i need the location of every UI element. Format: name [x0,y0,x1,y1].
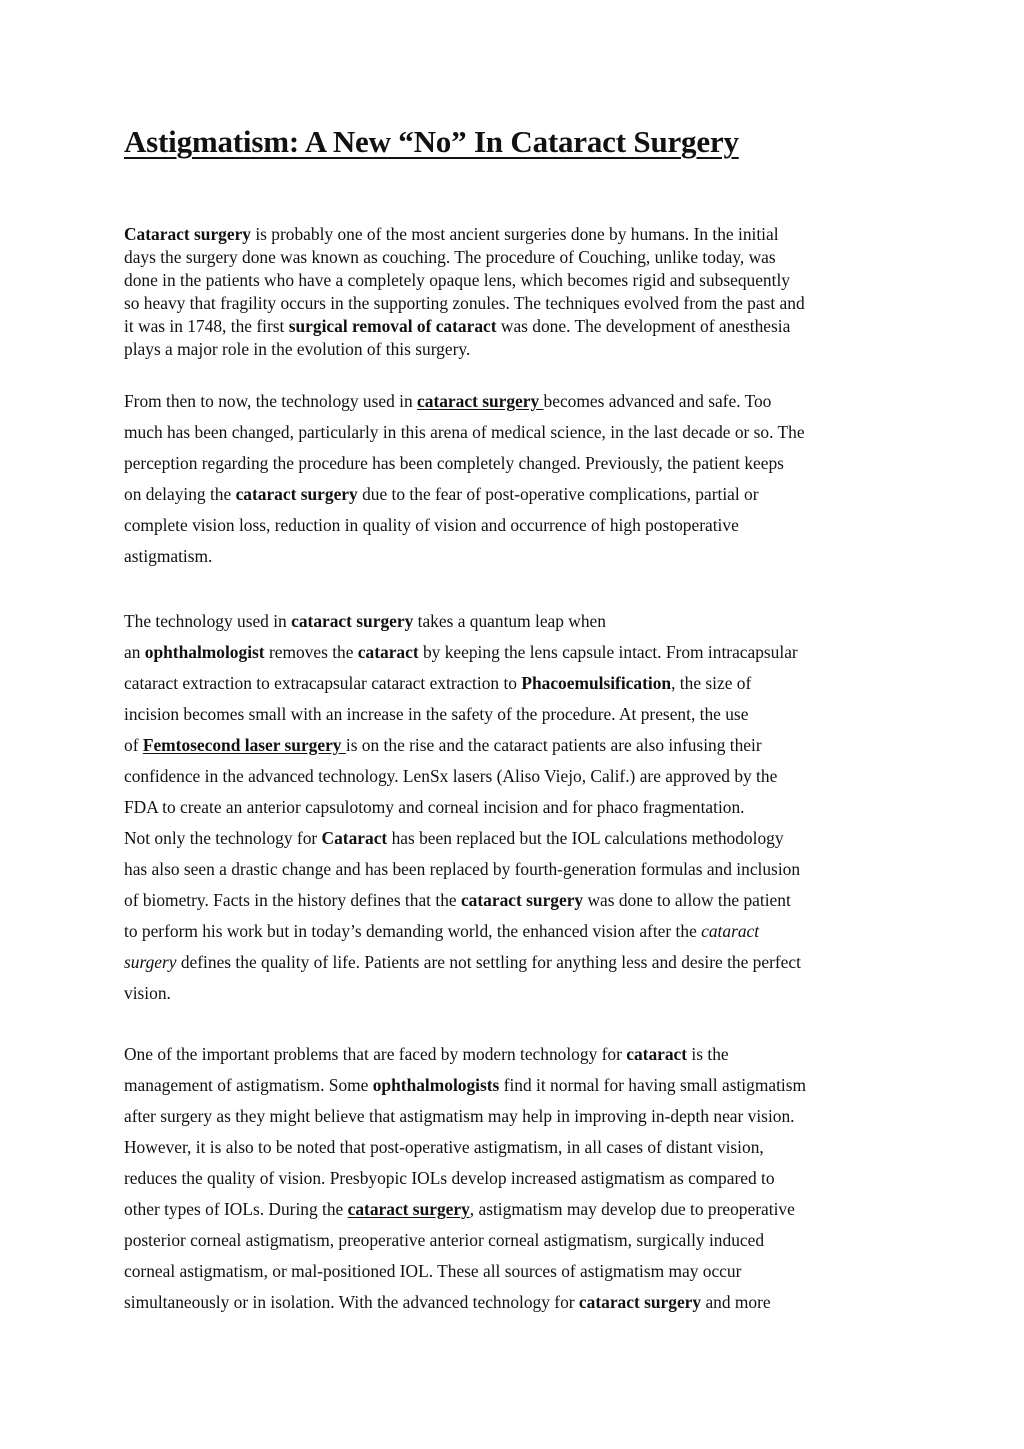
text-run: it was in 1748, the first [124,316,289,336]
text-line: reduces the quality of vision. Presbyopic IOLs develop increased astigmatism as compared to [124,1168,775,1188]
text-run: Not only the technology for [124,828,322,848]
bold-term: cataract [357,642,419,662]
text-run: by keeping the lens capsule intact. From intracapsular [418,642,798,662]
text-line [124,730,904,761]
bold-term: cataract surgery [291,611,414,631]
text-run: is probably one of the most ancient surgeries done by humans. In the initial [251,224,779,244]
text-run: defines the quality of life. Patients are not settling for anything less and desire the perfect [176,952,801,972]
bold-term: surgical removal of cataract [288,316,497,336]
text-run: One of the important problems that are faced by modern technology for [124,1044,627,1064]
bold-term: cataract surgery [460,890,584,910]
text-line: perception regarding the procedure has been completely changed. Previously, the patient keeps [124,453,784,473]
link-femtosecond-laser-surgery[interactable]: Femtosecond laser surgery [142,735,346,755]
text-line: vision. [124,983,171,1003]
text-run: find it normal for having small astigmatism [499,1075,807,1095]
text-line: corneal astigmatism, or mal-positioned IOL. These all sources of astigmatism may occur [124,1261,742,1281]
text-line [124,315,904,338]
text-run: was done. The development of anesthesia [496,316,791,336]
bold-term: ophthalmologists [372,1075,500,1095]
text-run: From then to now, the technology used in [124,391,418,411]
text-line [124,386,904,417]
paragraph-intro [124,223,904,361]
bold-term: Cataract [321,828,388,848]
paragraph-quantum-leap [124,606,904,1009]
bold-term: cataract [626,1044,688,1064]
text-line: after surgery as they might believe that astigmatism may help in improving in-depth near vision. [124,1106,795,1126]
bold-term: ophthalmologist [144,642,265,662]
text-run: is on the rise and the cataract patients are also infusing their [345,735,762,755]
bold-term: cataract surgery [235,484,358,504]
text-line [124,916,904,947]
text-line: However, it is also to be noted that post-operative astigmatism, in all cases of distant vision, [124,1137,764,1157]
text-line: done in the patients who have a completely opaque lens, which becomes rigid and subsequently [124,270,790,290]
text-run: was done to allow the patient [583,890,791,910]
text-run: simultaneously or in isolation. With the advanced technology for [124,1292,579,1312]
text-line: much has been changed, particularly in this arena of medical science, in the last decade or so. The [124,422,805,442]
text-line [124,637,904,668]
text-run: an [124,642,145,662]
text-line [124,479,904,510]
text-line: astigmatism. [124,546,213,566]
text-run: The technology used in [124,611,292,631]
text-run: of [124,735,143,755]
text-line: posterior corneal astigmatism, preoperative anterior corneal astigmatism, surgically induced [124,1230,765,1250]
text-line: incision becomes small with an increase in the safety of the procedure. At present, the use [124,704,749,724]
text-run: and more [701,1292,771,1312]
text-line [124,1039,904,1070]
text-run: , the size of [671,673,752,693]
text-run: is the [687,1044,729,1064]
text-line: complete vision loss, reduction in quality of vision and occurrence of high postoperative [124,515,739,535]
text-line [124,1070,904,1101]
page-title: Astigmatism: A New “No” In Cataract Surgery [124,124,739,159]
text-line [124,823,904,854]
text-line: days the surgery done was known as couching. The procedure of Couching, unlike today, was [124,247,776,267]
text-line [124,947,904,978]
italic-term: cataract [701,921,760,941]
text-line: so heavy that fragility occurs in the supporting zonules. The techniques evolved from the past and [124,293,805,313]
text-run: removes the [264,642,358,662]
text-run: other types of IOLs. During the [124,1199,348,1219]
text-run: cataract extraction to extracapsular cataract extraction to [124,673,522,693]
text-line [124,223,904,246]
text-line [124,606,904,637]
text-run: has been replaced but the IOL calculations methodology [387,828,784,848]
bold-term: Cataract surgery [124,224,251,244]
link-cataract-surgery[interactable]: cataract surgery [417,391,544,411]
text-run: management of astigmatism. Some [124,1075,373,1095]
text-run: becomes advanced and safe. Too [543,391,772,411]
text-line [124,1287,904,1318]
paragraph-technology [124,386,904,572]
link-cataract-surgery-2[interactable]: cataract surgery [347,1199,470,1219]
text-line: FDA to create an anterior capsulotomy and corneal incision and for phaco fragmentation. [124,797,745,817]
text-line [124,668,904,699]
paragraph-astigmatism [124,1039,904,1318]
text-run: to perform his work but in today’s demanding world, the enhanced vision after the [124,921,702,941]
text-line: plays a major role in the evolution of this surgery. [124,339,471,359]
text-line [124,1194,904,1225]
text-line [124,885,904,916]
bold-term: Phacoemulsification [521,673,672,693]
text-run: of biometry. Facts in the history defines that the [124,890,461,910]
text-run: , astigmatism may develop due to preoperative [469,1199,795,1219]
text-run: takes a quantum leap when [413,611,606,631]
text-line: confidence in the advanced technology. LenSx lasers (Aliso Viejo, Calif.) are approved by the [124,766,778,786]
text-run: due to the fear of post-operative complications, partial or [357,484,759,504]
text-run: on delaying the [124,484,236,504]
text-line: has also seen a drastic change and has been replaced by fourth-generation formulas and inclusion [124,859,801,879]
italic-term: surgery [124,952,177,972]
bold-term: cataract surgery [578,1292,702,1312]
